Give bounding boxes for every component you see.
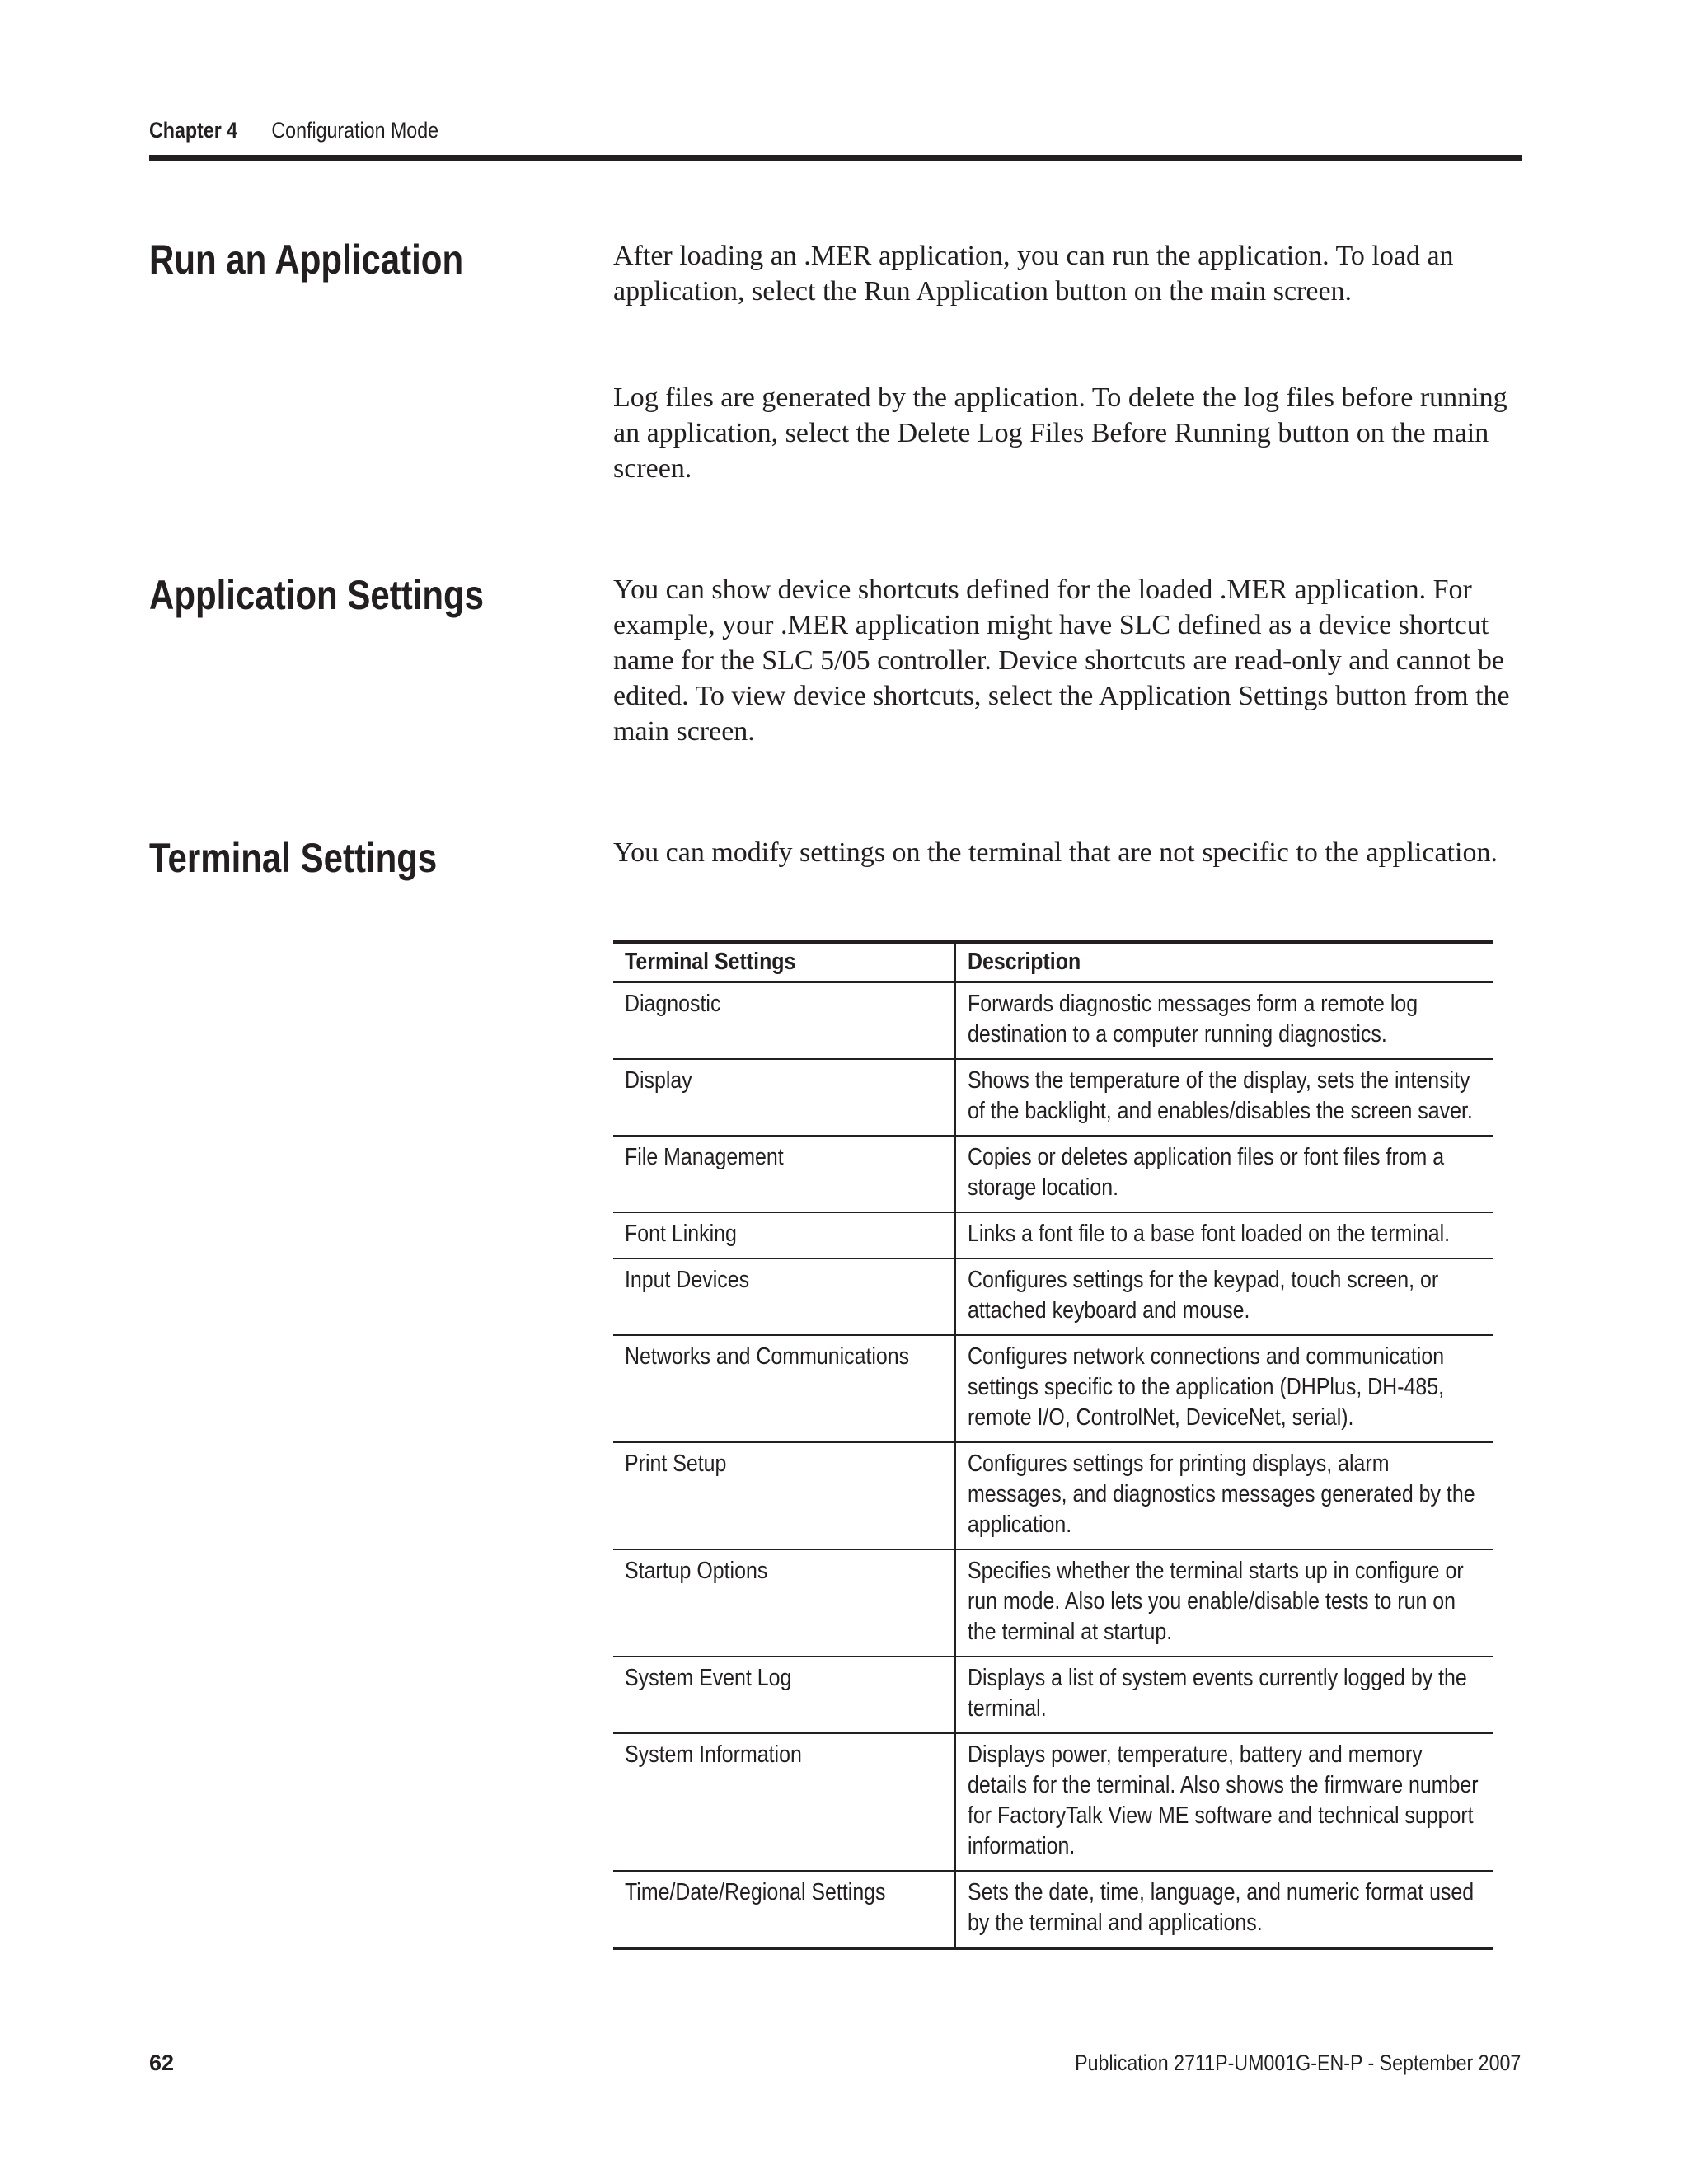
table-row (613, 1442, 1493, 1549)
page-number: 62 (149, 2050, 175, 2075)
setting-description: Configures network connections and communication settings specific to the application (DHPlus, DH-485, remote I/O, ControlNet, DeviceNet, serial). (955, 1335, 1493, 1442)
column-header-terminal-settings: Terminal Settings (613, 942, 955, 982)
table-row (613, 1212, 1493, 1258)
setting-description: Forwards diagnostic messages form a remote log destination to a computer running diagnostics. (955, 982, 1493, 1060)
setting-name: Startup Options (613, 1549, 955, 1657)
setting-description: Displays power, temperature, battery and memory details for the terminal. Also shows the firmware number for FactoryTalk View ME software and technical support information. (955, 1733, 1493, 1871)
chapter-label: Chapter 4 (149, 118, 238, 143)
paragraph-run-application-logs: Log files are generated by the application. To delete the log files before running an application, select the Delete Log Files Before Running button on the main screen. (613, 382, 1507, 484)
setting-name: Input Devices (613, 1258, 955, 1335)
setting-description: Sets the date, time, language, and numeric format used by the terminal and applications. (968, 1879, 1475, 1936)
terminal-settings-table (613, 940, 1493, 1950)
table-row (613, 1871, 1493, 1948)
setting-description: Shows the temperature of the display, sets the intensity of the backlight, and enables/disables the screen saver. (955, 1059, 1493, 1136)
setting-name: Print Setup (613, 1442, 955, 1549)
paragraph-run-application-load: After loading an .MER application, you can run the application. To load an application, select the Run Application button on the main screen. (613, 241, 1454, 307)
header-rule (149, 155, 1522, 161)
running-header (149, 118, 438, 143)
setting-description: Configures settings for printing displays, alarm messages, and diagnostics messages generated by the application. (955, 1442, 1493, 1549)
setting-name: Font Linking (613, 1212, 955, 1258)
setting-name: File Management (613, 1136, 955, 1212)
setting-description: Copies or deletes application files or font files from a storage location. (955, 1136, 1493, 1212)
setting-description: Displays a list of system events currently logged by the terminal. (955, 1657, 1493, 1733)
setting-name: System Information (613, 1733, 955, 1871)
table-row (613, 982, 1493, 1060)
heading-application-settings: Application Settings (149, 572, 485, 618)
setting-name: Display (613, 1059, 955, 1136)
chapter-title: Configuration Mode (271, 118, 439, 143)
setting-name: Time/Date/Regional Settings (613, 1871, 955, 1948)
table-row (613, 1258, 1493, 1335)
table-row (613, 1549, 1493, 1657)
paragraph-terminal-settings: You can modify settings on the terminal that are not specific to the application. (613, 837, 1498, 868)
setting-description: Specifies whether the terminal starts up in configure or run mode. Also lets you enable/disable tests to run on the terminal at startup. (955, 1549, 1493, 1657)
table-row (613, 1657, 1493, 1733)
setting-description: Links a font file to a base font loaded on the terminal. (955, 1212, 1493, 1258)
heading-run-an-application: Run an Application (149, 237, 464, 283)
table-row (613, 1136, 1493, 1212)
table-row (613, 1059, 1493, 1136)
setting-name: Networks and Communications (613, 1335, 955, 1442)
heading-terminal-settings: Terminal Settings (149, 835, 438, 881)
table-header-row (613, 942, 1493, 982)
setting-name: System Event Log (613, 1657, 955, 1733)
setting-description: Configures settings for the keypad, touch screen, or attached keyboard and mouse. (955, 1258, 1493, 1335)
column-header-description: Description (955, 942, 1493, 982)
table-row (613, 1335, 1493, 1442)
setting-name: Diagnostic (613, 982, 955, 1060)
table-row (613, 1733, 1493, 1871)
publication-info: Publication 2711P-UM001G-EN-P - September 2007 (1074, 2050, 1521, 2075)
paragraph-application-settings: You can show device shortcuts defined for the loaded .MER application. For example, your .MER application might have SLC defined as a device shortcut name for the SLC 5/05 controller. Device shortcuts are read-only and cannot be edited. To view device shortcuts, select the Application Settings button from the main screen. (613, 574, 1510, 747)
